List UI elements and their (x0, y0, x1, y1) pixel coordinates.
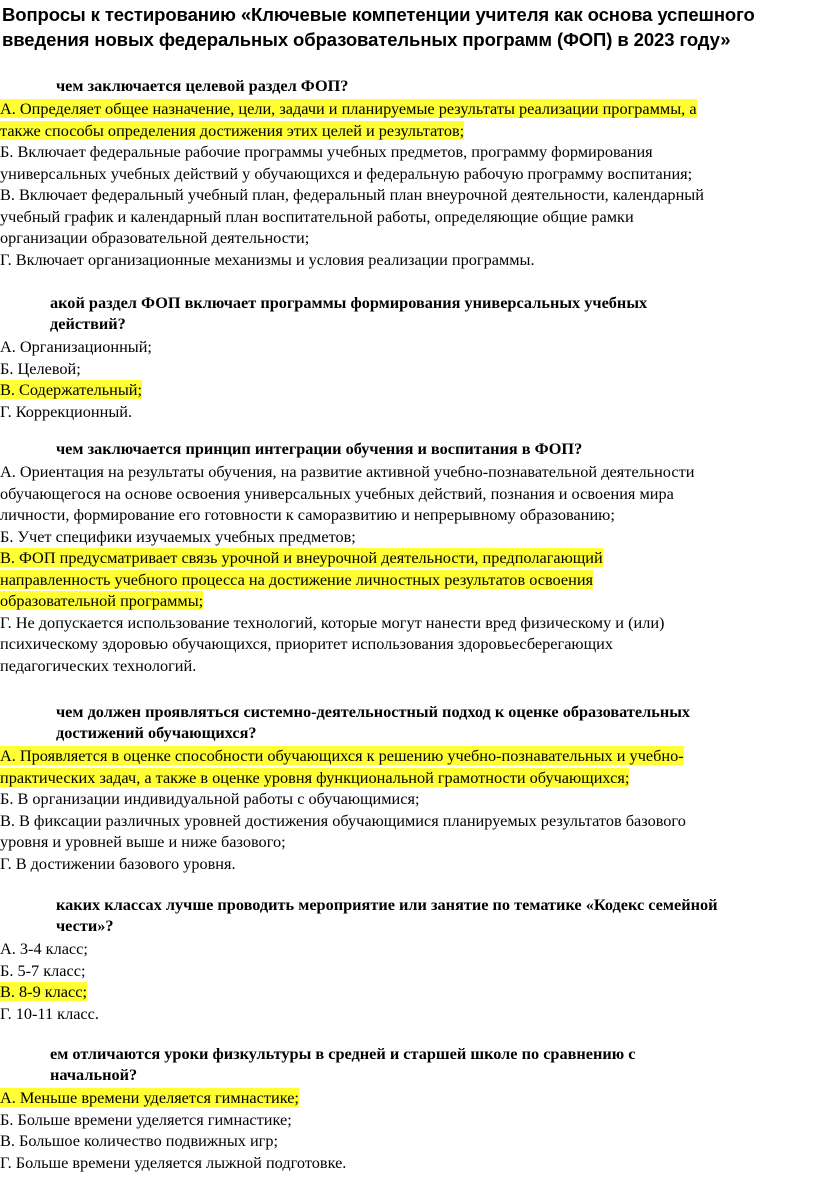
answer-option: Г. Включает организационные механизмы и условия реализации программы. (0, 249, 535, 269)
question-text: каких классах лучше проводить мероприятие или занятие по тематике «Кодекс семейной чести»? (56, 895, 718, 935)
question-4 (0, 701, 816, 874)
answer-option: Г. Не допускается использование технологий, которые могут нанести вред физическому и (или) психическому здоровью обучающихся, приоритет использования здоровьесберегающих педагогических технологий. (0, 612, 665, 675)
document-title-line-1: Вопросы к тестированию «Ключевые компетенции учителя как основа успешного (2, 4, 755, 25)
document-title (2, 2, 816, 52)
answer-option: А. Организационный; (0, 337, 152, 356)
question-text: чем заключается принцип интеграции обучения и воспитания в ФОП? (56, 439, 583, 458)
answer-option: В. Большое количество подвижных игр; (0, 1131, 279, 1150)
question-text: ем отличаются уроки физкультуры в средней и старшей школе по сравнению с начальной? (50, 1044, 636, 1084)
question-5 (0, 894, 816, 1024)
question-text: акой раздел ФОП включает программы формирования универсальных учебных действий? (50, 293, 648, 333)
answer-option: Б. 5-7 класс; (0, 960, 86, 980)
document-title-line-2: введения новых федеральных образовательных программ (ФОП) в 2023 году» (2, 29, 731, 50)
question-2 (0, 292, 816, 422)
answer-option: Б. Целевой; (0, 358, 81, 378)
answer-option: Г. В достижении базового уровня. (0, 853, 236, 873)
question-6 (0, 1043, 816, 1173)
answer-option: Б. Учет специфики изучаемых учебных предметов; (0, 526, 356, 546)
answer-option (0, 745, 816, 788)
answer-option-text: А. Определяет общее назначение, цели, задачи и планируемые результаты реализации программы, а также способы определения достижения этих целей и результатов; (0, 99, 697, 140)
answer-option-text: В. Содержательный; (0, 380, 143, 399)
answer-option-text: А. Меньше времени уделяется гимнастике; (0, 1088, 299, 1107)
answer-option: Б. В организации индивидуальной работы с обучающимися; (0, 789, 420, 808)
answer-option: Г. Больше времени уделяется лыжной подготовке. (0, 1152, 347, 1172)
answer-option (0, 379, 816, 401)
question-text: чем заключается целевой раздел ФОП? (56, 76, 349, 95)
question-3 (0, 438, 816, 676)
answer-option (0, 547, 816, 612)
answer-option: А. 3-4 класс; (0, 939, 88, 958)
answer-option: Г. 10-11 класс. (0, 1003, 99, 1023)
question-text: чем должен проявляться системно-деятельностный подход к оценке образовательных достижений обучающихся? (56, 702, 691, 742)
answer-option: Г. Коррекционный. (0, 401, 133, 421)
answer-option: В. В фиксации различных уровней достижения обучающимися планируемых результатов базового уровня и уровней выше и ниже базового; (0, 810, 686, 851)
answer-option (0, 981, 816, 1003)
answer-option: А. Ориентация на результаты обучения, на развитие активной учебно-познавательной деятельности обучающегося на основе освоения универсальных учебных действий, познания и освоения мира личности, формирование его готовности к саморазвитию и непрерывному образованию; (0, 462, 695, 524)
answer-option (0, 1087, 816, 1109)
answer-option: В. Включает федеральный учебный план, федеральный план внеурочной деятельности, календарный учебный график и календарный план воспитательной работы, определяющие общие рамки организации образовательной деятельности; (0, 185, 704, 247)
question-1 (0, 75, 816, 270)
answer-option: Б. Включает федеральные рабочие программы учебных предметов, программу формирования универсальных учебных действий у обучающихся и федеральную рабочую программу воспитания; (0, 142, 693, 183)
answer-option-text: А. Проявляется в оценке способности обучающихся к решению учебно-познавательных и учебно- практических задач, а также в оценке уровня функциональной грамотности обучающихся; (0, 746, 684, 787)
answer-option-text: В. ФОП предусматривает связь урочной и внеурочной деятельности, предполагающий направленность учебного процесса на достижение личностных результатов освоения образовательной программы; (0, 548, 603, 610)
answer-option: Б. Больше времени уделяется гимнастике; (0, 1109, 292, 1129)
answer-option-text: В. 8-9 класс; (0, 982, 88, 1001)
answer-option (0, 98, 816, 141)
